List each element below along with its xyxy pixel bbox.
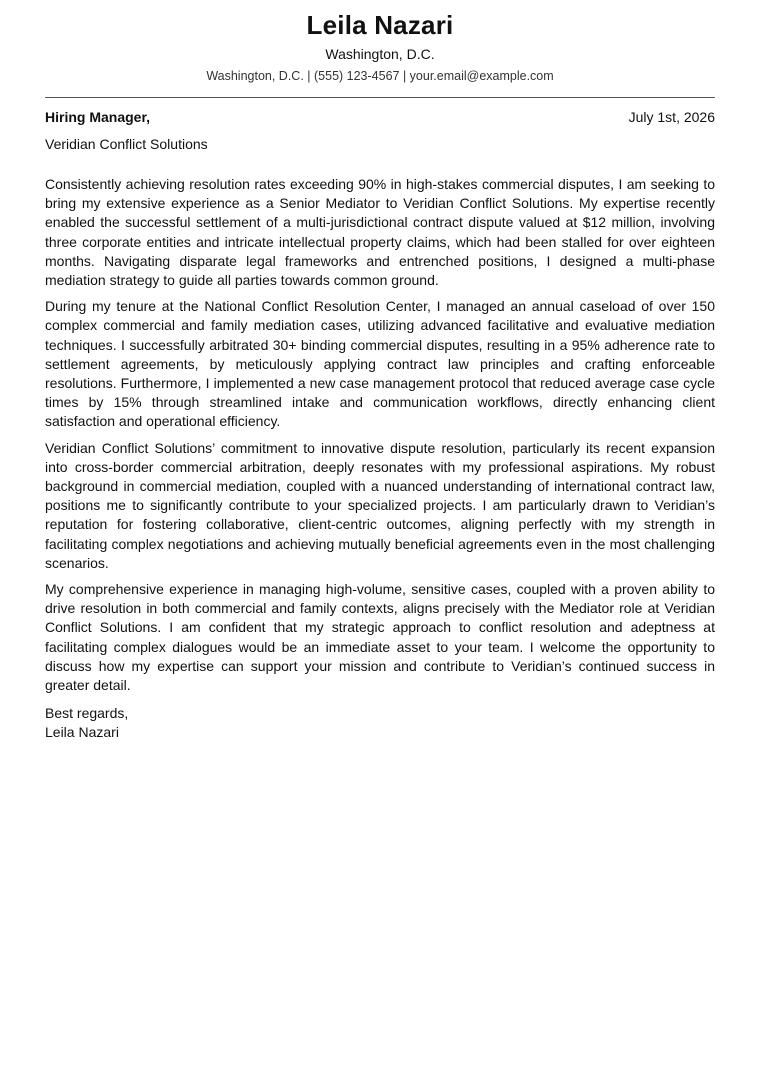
body-paragraph: During my tenure at the National Conflict Resolution Center, I managed an annual caseload of over 150 complex commercial and family mediation cases, utilizing advanced facilitative and evaluative mediation techniques. I successfully arbitrated 30+ binding commercial disputes, resulting in a 95% adherence rate to settlement agreements, by meticulously applying contract law principles and crafting enforceable resolutions. Furthermore, I implemented a new case management protocol that reduced average case cycle times by 15% through streamlined intake and communication workflows, directly enhancing client satisfaction and operational efficiency. [45,298,715,430]
contact-line: Washington, D.C. | (555) 123-4567 | your.email@example.com [206,69,554,83]
company-name: Veridian Conflict Solutions [45,136,208,152]
letter-date: July 1st, 2026 [628,109,715,125]
body-paragraph: Consistently achieving resolution rates exceeding 90% in high-stakes commercial disputes, I am seeking to bring my extensive experience as a Senior Mediator to Veridian Conflict Solutions. My expertise recently enabled the successful settlement of a multi-jurisdictional contract dispute valued at $12 million, involving three corporate entities and intricate intellectual property claims, which had been stalled for over eighteen months. Navigating disparate legal frameworks and entrenched positions, I designed a multi-phase mediation strategy to guide all parties towards common ground. [45,176,715,289]
recipient-date-row [45,108,715,126]
recipient-salutation: Hiring Manager, [45,109,151,125]
applicant-location: Washington, D.C. [325,46,435,62]
letter-body [45,175,715,695]
body-paragraph: My comprehensive experience in managing high-volume, sensitive cases, coupled with a proven ability to drive resolution in both commercial and family contexts, aligns precisely with the Mediator role at Veridian Conflict Solutions. I am confident that my strategic approach to conflict resolution and adeptness at facilitating complex dialogues would be an immediate asset to your team. I welcome the opportunity to discuss how my expertise can support your mission and contribute to Veridian’s continued success in greater detail. [45,581,715,694]
signature-name: Leila Nazari [45,724,119,741]
header-divider [45,97,715,98]
closing-phrase: Best regards, [45,705,129,722]
applicant-name: Leila Nazari [306,10,454,40]
letter-closing [45,704,715,742]
letter-header [45,0,715,84]
body-paragraph: Veridian Conflict Solutions’ commitment to innovative dispute resolution, particularly its recent expansion into cross-border commercial arbitration, deeply resonates with my professional aspirations. My robust background in commercial mediation, coupled with a nuanced understanding of international contract law, positions me to significantly contribute to your specialized projects. I am particularly drawn to Veridian’s reputation for fostering collaborative, client-centric outcomes, aligning perfectly with my strength in facilitating complex negotiations and achieving mutually beneficial agreements even in the most challenging scenarios. [45,439,715,571]
